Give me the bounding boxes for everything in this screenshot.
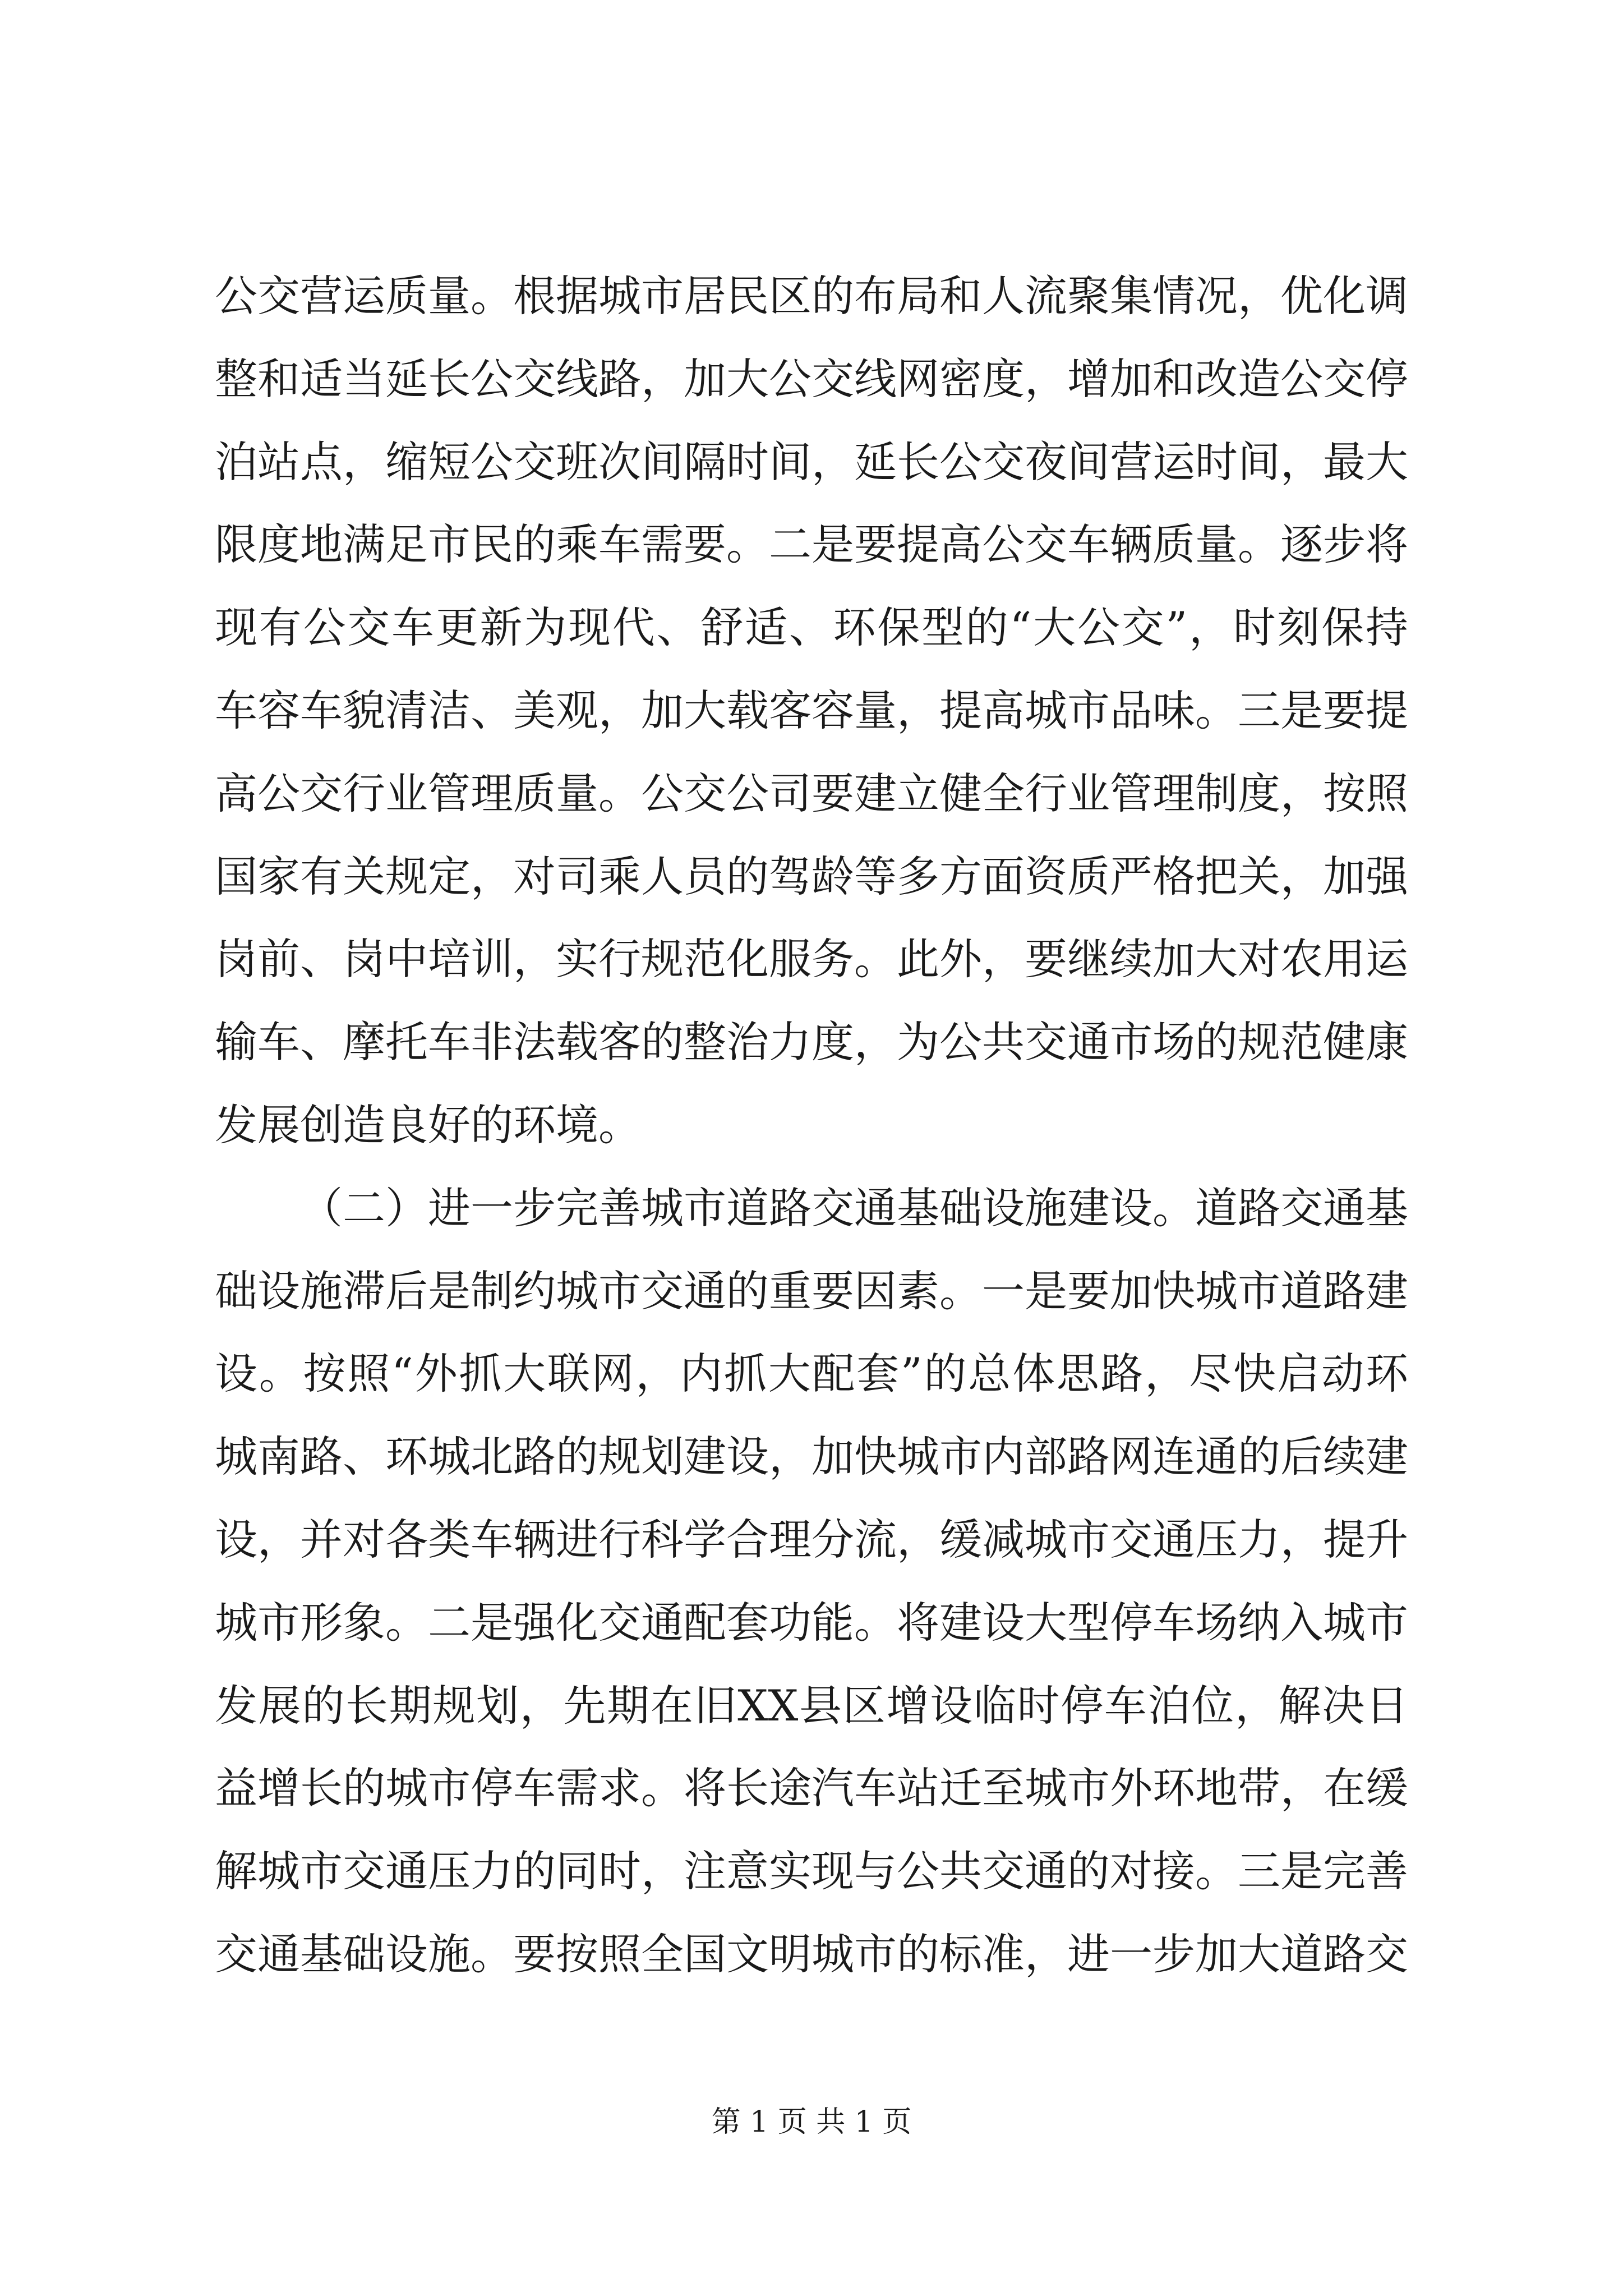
text-line-12: （二）进一步完善城市道路交通基础设施建设。道路交通基 bbox=[300, 1182, 1408, 1233]
text-line-7: 高公交行业管理质量。公交公司要建立健全行业管理制度，按照 bbox=[215, 768, 1408, 818]
text-line-14: 设。按照“外抓大联网，内抓大配套”的总体思路，尽快启动环 bbox=[215, 1349, 1408, 1399]
text-line-8: 国家有关规定，对司乘人员的驾龄等多方面资质严格把关，加强 bbox=[215, 851, 1408, 901]
text-line-17: 城市形象。二是强化交通配套功能。将建设大型停车场纳入城市 bbox=[215, 1597, 1408, 1648]
text-line-6: 车容车貌清洁、美观，加大载客容量，提高城市品味。三是要提 bbox=[215, 685, 1408, 735]
page-footer: 第 1 页 共 1 页 bbox=[711, 2105, 912, 2139]
text-line-13: 础设施滞后是制约城市交通的重要因素。一是要加快城市道路建 bbox=[215, 1266, 1408, 1316]
text-line-18: 发展的长期规划，先期在旧XX县区增设临时停车泊位，解决日 bbox=[215, 1680, 1408, 1731]
text-line-1: 公交营运质量。根据城市居民区的布局和人流聚集情况，优化调 bbox=[215, 271, 1408, 321]
text-line-16: 设，并对各类车辆进行科学合理分流，缓减城市交通压力，提升 bbox=[215, 1514, 1408, 1565]
text-line-20: 解城市交通压力的同时，注意实现与公共交通的对接。三是完善 bbox=[215, 1846, 1408, 1897]
text-line-4: 限度地满足市民的乘车需要。二是要提高公交车辆质量。逐步将 bbox=[215, 519, 1408, 570]
text-line-2: 整和适当延长公交线路，加大公交线网密度，增加和改造公交停 bbox=[215, 353, 1408, 404]
text-line-10: 输车、摩托车非法载客的整治力度，为公共交通市场的规范健康 bbox=[215, 1017, 1408, 1068]
text-line-9: 岗前、岗中培训，实行规范化服务。此外，要继续加大对农用运 bbox=[215, 934, 1408, 984]
text-line-19: 益增长的城市停车需求。将长途汽车站迁至城市外环地带，在缓 bbox=[215, 1763, 1408, 1814]
text-line-3: 泊站点，缩短公交班次间隔时间，延长公交夜间营运时间，最大 bbox=[215, 436, 1408, 487]
text-line-21: 交通基础设施。要按照全国文明城市的标准，进一步加大道路交 bbox=[215, 1929, 1408, 1979]
document-body bbox=[215, 255, 1408, 1996]
text-line-11: 发展创造良好的环境。 bbox=[215, 1099, 641, 1150]
text-line-15: 城南路、环城北路的规划建设，加快城市内部路网连通的后续建 bbox=[215, 1432, 1408, 1482]
text-line-5: 现有公交车更新为现代、舒适、环保型的“大公交”，时刻保持 bbox=[215, 602, 1408, 653]
